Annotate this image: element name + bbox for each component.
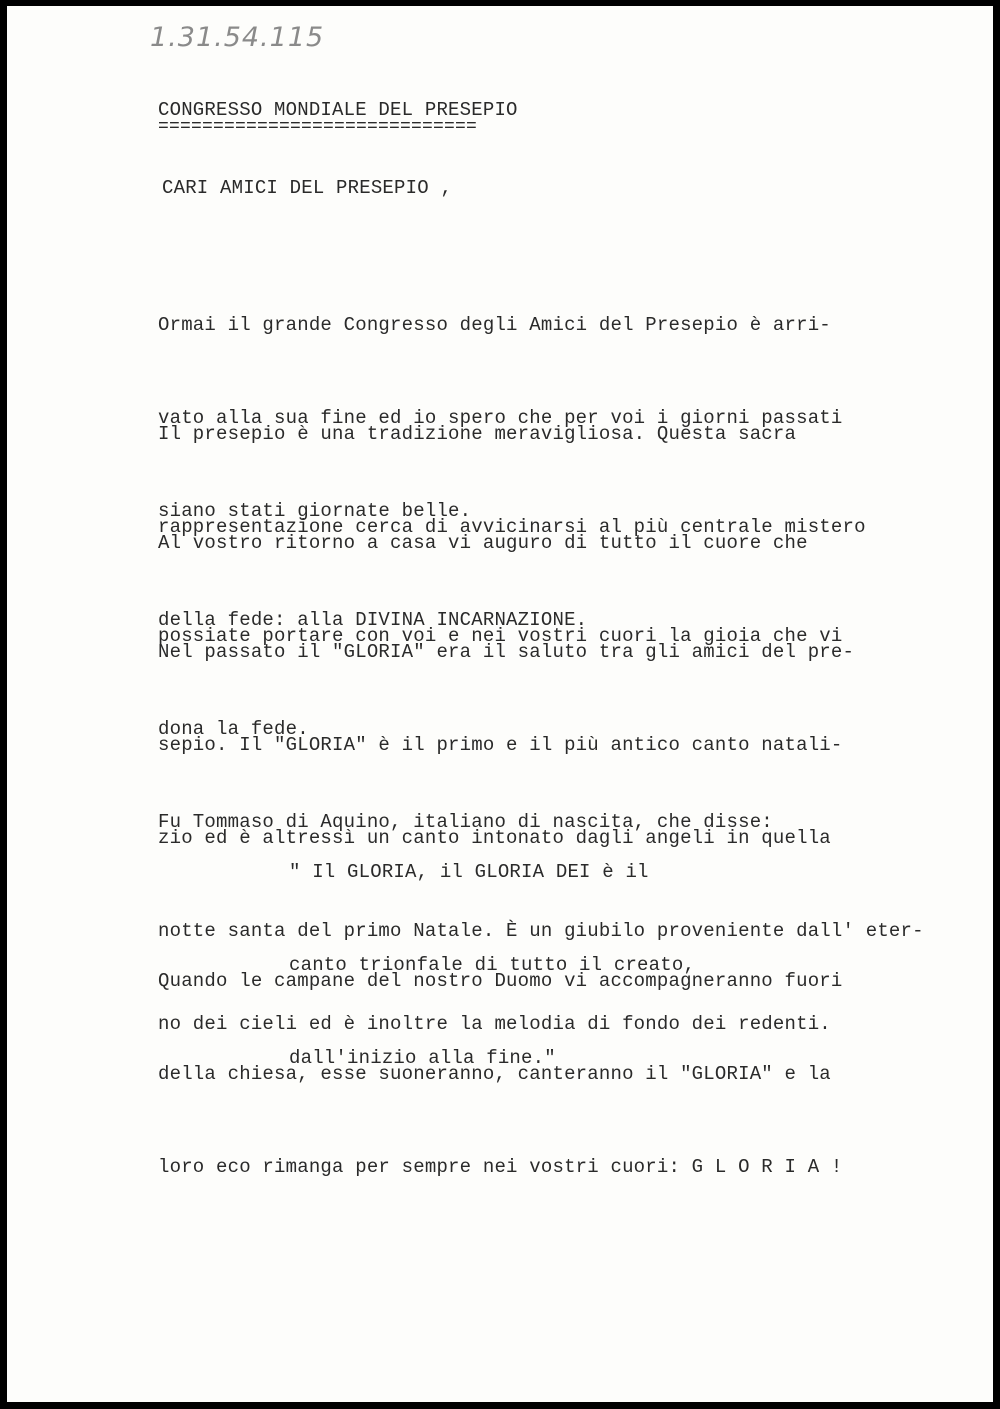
paragraph-6 <box>158 904 843 1214</box>
paragraph-line: Fu Tommaso di Aquino, italiano di nascita, che disse: <box>158 811 773 833</box>
paragraph-line: no dei cieli ed è inoltre la melodia di fondo dei redenti. <box>158 1013 831 1035</box>
quote-line: canto trionfale di tutto il creato, <box>289 954 696 976</box>
paragraph-line: zio ed è altressì un canto intonato dagli angeli in quella <box>158 827 831 849</box>
paragraph-line: Quando le campane del nostro Duomo vi accompagneranno fuori <box>158 970 843 992</box>
paragraph-line: possiate portare con voi e nei vostri cuori la gioia che vi <box>158 625 843 647</box>
paragraph-line: rappresentazione cerca di avvicinarsi al più centrale mistero <box>158 516 866 538</box>
paragraph-line: loro eco rimanga per sempre nei vostri cuori: G L O R I A ! <box>158 1156 843 1178</box>
paragraph-line: della fede: alla DIVINA INCARNAZIONE. <box>158 609 588 631</box>
handwritten-reference-number: 1.31.54.115 <box>150 22 325 53</box>
heading-underline: ============================= <box>158 117 478 137</box>
paragraph-line: Ormai il grande Congresso degli Amici del Presepio è arri- <box>158 314 831 336</box>
paragraph-line: notte santa del primo Natale. È un giubilo proveniente dall' eter- <box>158 920 924 942</box>
greeting: CARI AMICI DEL PRESEPIO , <box>162 177 453 199</box>
quote-line: " Il GLORIA, il GLORIA DEI è il <box>289 861 649 883</box>
paragraph-line: Nel passato il "GLORIA" era il saluto tra gli amici del pre- <box>158 641 855 663</box>
paragraph-line: dona la fede. <box>158 718 309 740</box>
quote-line: dall'inizio alla fine." <box>289 1047 556 1069</box>
paragraph-line: vato alla sua fine ed io spero che per voi i giorni passati <box>158 407 843 429</box>
document-heading: CONGRESSO MONDIALE DEL PRESEPIO <box>158 99 518 121</box>
paragraph-line: sepio. Il "GLORIA" è il primo e il più antico canto natali- <box>158 734 843 756</box>
paragraph-line: siano stati giornate belle. <box>158 500 472 522</box>
paragraph-line: Al vostro ritorno a casa vi auguro di tutto il cuore che <box>158 532 808 554</box>
paragraph-line: Il presepio è una tradizione meravigliosa. Questa sacra <box>158 423 797 445</box>
paragraph-line: della chiesa, esse suoneranno, canteranno il "GLORIA" e la <box>158 1063 831 1085</box>
